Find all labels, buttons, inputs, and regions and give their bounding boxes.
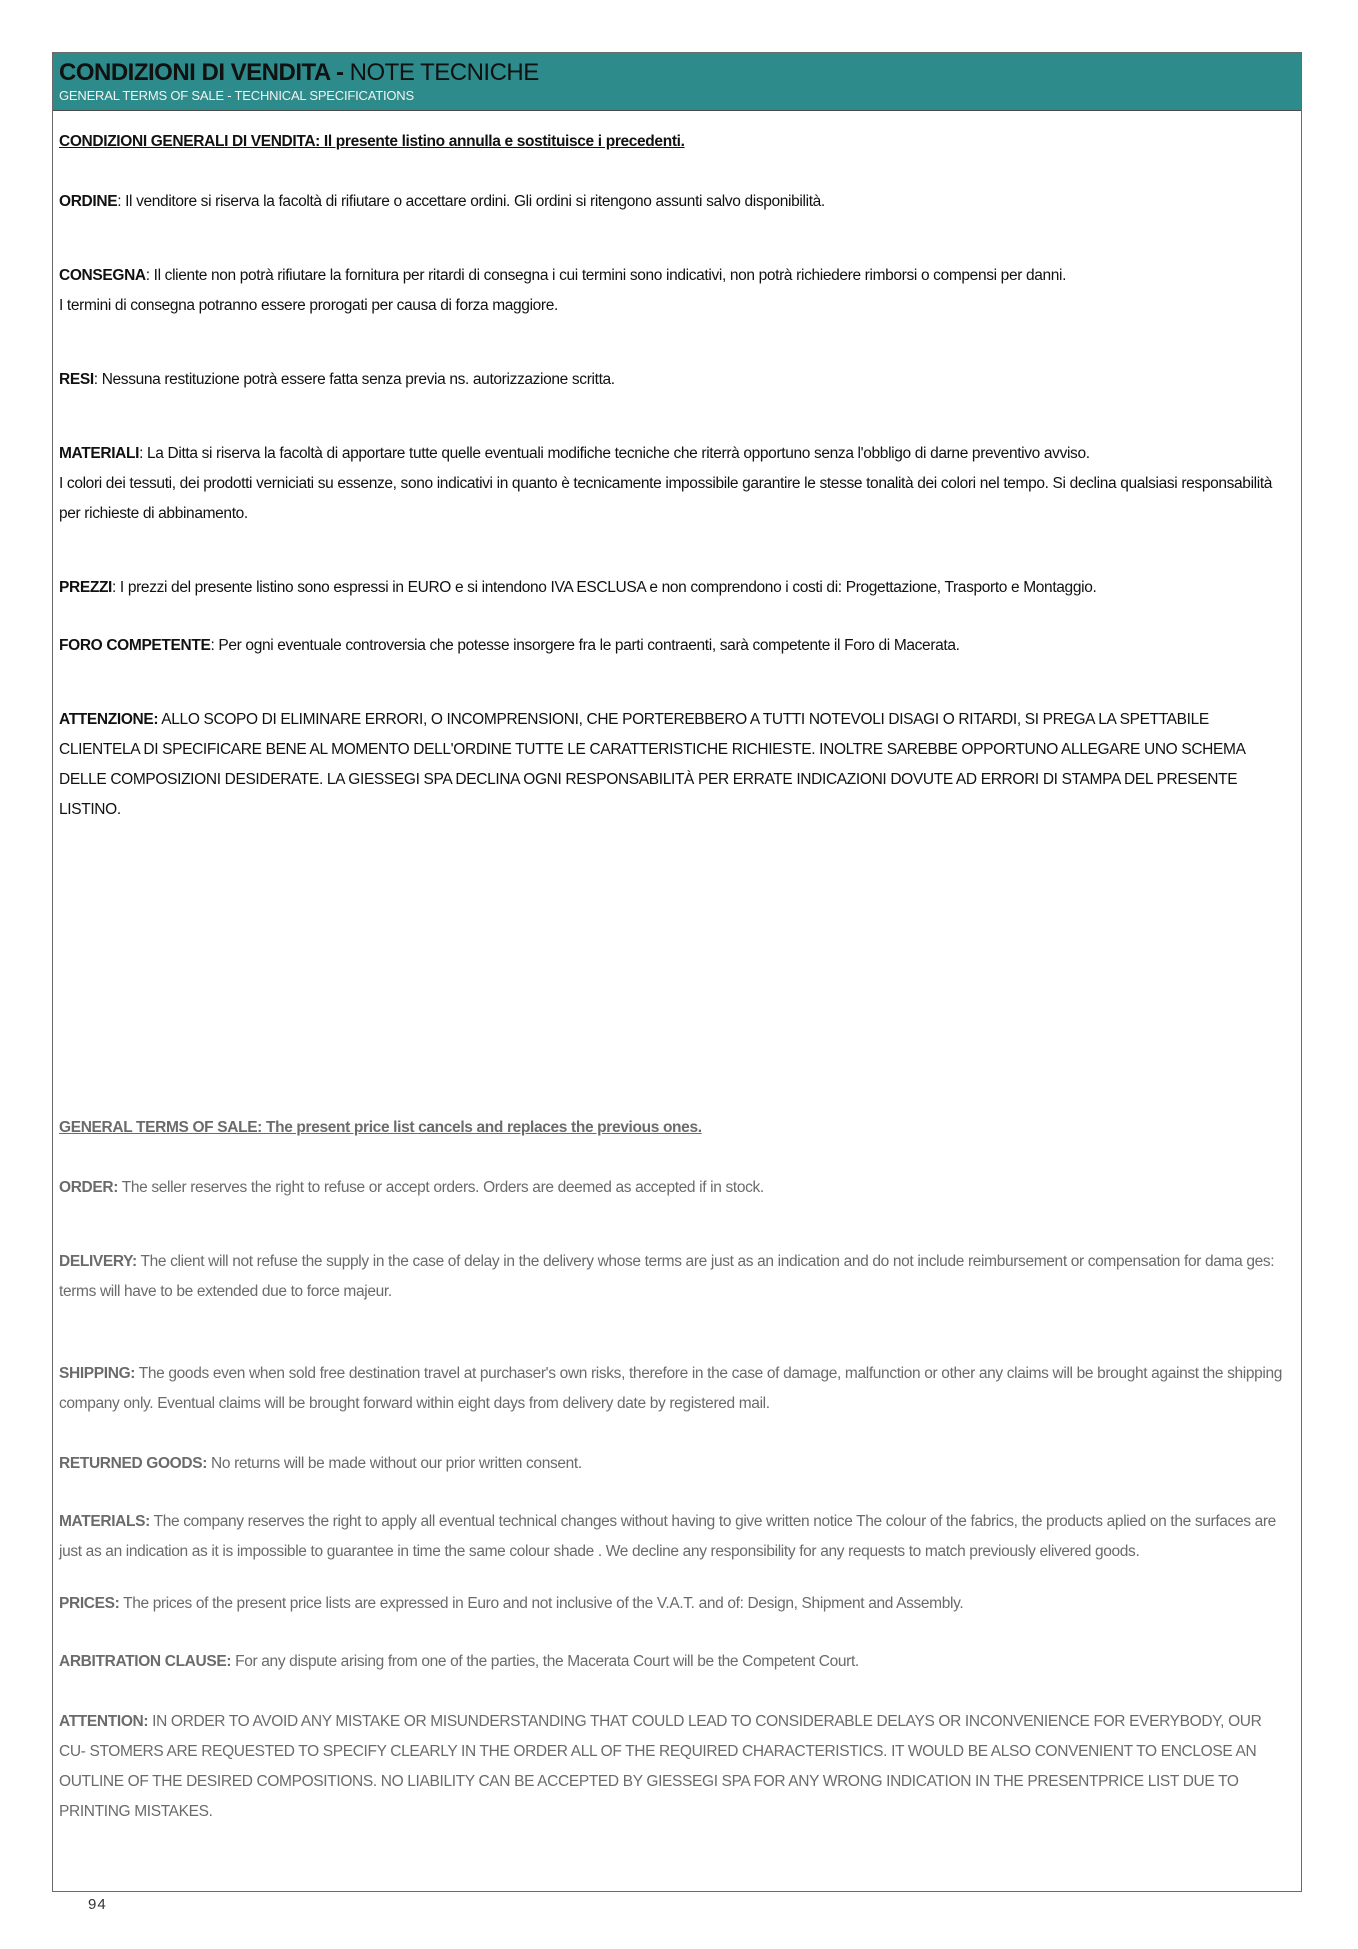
clause-materiali-label: MATERIALI: [59, 445, 140, 462]
clause-foro-label: FORO COMPETENTE: [59, 637, 211, 654]
clause-resi: [59, 365, 1289, 395]
english-terms-title: GENERAL TERMS OF SALE: The present price list cancels and replaces the previous ones.: [59, 1119, 702, 1136]
clause-ordine-text: : Il venditore si riserva la facoltà di rifiutare o accettare ordini. Gli ordini si ritengono assunti salvo disponibilità.: [117, 193, 825, 210]
clause-materiali-text: : La Ditta si riserva la facoltà di apportare tutte quelle eventuali modifiche tecniche che riterrà opportuno senza l'obbligo di darne preventivo avviso.: [139, 445, 1090, 462]
clause-attenzione: [59, 705, 1289, 825]
clause-prezzi: [59, 573, 1289, 603]
clause-attention: [59, 1707, 1289, 1827]
clause-returned-goods: [59, 1449, 1289, 1479]
clause-consegna-label: CONSEGNA: [59, 267, 146, 284]
clause-attention-text: IN ORDER TO AVOID ANY MISTAKE OR MISUNDERSTANDING THAT COULD LEAD TO CONSIDERABLE DELAYS OR INCONVENIENCE FOR EVERYBODY, OUR CU- STOMERS ARE REQUESTED TO SPECIFY CLEARLY IN THE ORDER ALL OF THE REQUIRED CHARACTERISTICS. IT WOULD BE ALSO CONVENIENT TO ENCLOSE AN OUTLINE OF THE DESIRED COMPOSITIONS. NO LIABILITY CAN BE ACCEPTED BY GIESSEGI SPA FOR ANY WRONG INDICATION IN THE PRESENTPRICE LIST DUE TO PRINTING MISTAKES.: [59, 1713, 1262, 1820]
clause-delivery-label: DELIVERY:: [59, 1253, 137, 1270]
italian-terms-title: CONDIZIONI GENERALI DI VENDITA: Il presente listino annulla e sostituisce i precedenti.: [59, 133, 685, 150]
clause-prices-label: PRICES:: [59, 1595, 120, 1612]
clause-resi-label: RESI: [59, 371, 94, 388]
page-title: [59, 59, 539, 87]
page-title-bold: CONDIZIONI DI VENDITA -: [59, 59, 344, 86]
italian-terms: [59, 127, 1289, 825]
clause-prices-text: The prices of the present price lists are expressed in Euro and not inclusive of the V.A.T. and of: Design, Shipment and Assembly.: [119, 1595, 964, 1612]
page-frame: [52, 52, 1302, 1892]
clause-arbitration-label: ARBITRATION CLAUSE:: [59, 1653, 232, 1670]
clause-arbitration-text: For any dispute arising from one of the parties, the Macerata Court will be the Competent Court.: [231, 1653, 859, 1670]
clause-arbitration: [59, 1647, 1289, 1677]
clause-shipping-label: SHIPPING:: [59, 1365, 136, 1382]
clause-ordine-label: ORDINE: [59, 193, 118, 210]
clause-foro-text: : Per ogni eventuale controversia che potesse insorgere fra le parti contraenti, sarà competente il Foro di Macerata.: [210, 637, 960, 654]
clause-prezzi-label: PREZZI: [59, 579, 113, 596]
clause-consegna-text: : Il cliente non potrà rifiutare la fornitura per ritardi di consegna i cui termini sono indicativi, non potrà richiedere rimborsi o compensi per danni.: [145, 267, 1067, 284]
clause-attenzione-label: ATTENZIONE:: [59, 711, 159, 728]
section-header: [53, 53, 1301, 111]
page-subtitle: GENERAL TERMS OF SALE - TECHNICAL SPECIFICATIONS: [59, 88, 414, 103]
clause-attenzione-text: ALLO SCOPO DI ELIMINARE ERRORI, O INCOMPRENSIONI, CHE PORTEREBBERO A TUTTI NOTEVOLI DISAGI O RITARDI, SI PREGA LA SPETTABILE CLIENTELA DI SPECIFICARE BENE AL MOMENTO DELL'ORDINE TUTTE LE CARATTERISTICHE RICHIESTE. INOLTRE SAREBBE OPPORTUNO ALLEGARE UNO SCHEMA DELLE COMPOSIZIONI DESIDERATE. LA GIESSEGI SPA DECLINA OGNI RESPONSABILITÀ PER ERRATE INDICAZIONI DOVUTE AD ERRORI DI STAMPA DEL PRESENTE LISTINO.: [59, 711, 1245, 818]
clause-materials: [59, 1507, 1289, 1567]
clause-materials-label: MATERIALS:: [59, 1513, 150, 1530]
clause-foro: [59, 631, 1289, 661]
clause-materiali: [59, 439, 1289, 529]
clause-shipping: [59, 1359, 1289, 1419]
clause-returned-goods-text: No returns will be made without our prior written consent.: [207, 1455, 582, 1472]
clause-materiali-text2: I colori dei tessuti, dei prodotti verniciati su essenze, sono indicativi in quanto è tecnicamente impossibile garantire le stesse tonalità dei colori nel tempo. Si declina qualsiasi responsabilità per richieste di abbinamento.: [59, 475, 1273, 522]
clause-resi-text: : Nessuna restituzione potrà essere fatta senza previa ns. autorizzazione scritta.: [93, 371, 615, 388]
clause-attention-label: ATTENTION:: [59, 1713, 149, 1730]
clause-returned-goods-label: RETURNED GOODS:: [59, 1455, 208, 1472]
clause-consegna-text2: I termini di consegna potranno essere prorogati per causa di forza maggiore.: [59, 297, 558, 314]
english-terms: [59, 1113, 1289, 1827]
clause-materials-text: The company reserves the right to apply all eventual technical changes without having to give written notice The colour of the fabrics, the products aplied on the surfaces are just as an indication as it is impossible to guarantee in time the same colour shade . We decline any responsibility for any requests to match previously elivered goods.: [59, 1513, 1276, 1560]
clause-order-label: ORDER:: [59, 1179, 119, 1196]
page-title-light: NOTE TECNICHE: [343, 59, 539, 86]
clause-delivery: [59, 1247, 1289, 1307]
clause-delivery-text: The client will not refuse the supply in the case of delay in the delivery whose terms are just as an indication and do not include reimbursement or compensation for dama ges: terms will have to be extended due to force majeur.: [59, 1253, 1275, 1300]
clause-ordine: [59, 187, 1289, 217]
clause-consegna: [59, 261, 1289, 321]
page-number: 94: [88, 1896, 107, 1913]
clause-order-text: The seller reserves the right to refuse or accept orders. Orders are deemed as accepted if in stock.: [118, 1179, 764, 1196]
clause-prezzi-text: : I prezzi del presente listino sono espressi in EURO e si intendono IVA ESCLUSA e non comprendono i costi di: Progettazione, Trasporto e Montaggio.: [112, 579, 1097, 596]
clause-shipping-text: The goods even when sold free destination travel at purchaser's own risks, therefore in the case of damage, malfunction or other any claims will be brought against the shipping company only. Eventual claims will be brought forward within eight days from delivery date by registered mail.: [59, 1365, 1283, 1412]
clause-order: [59, 1173, 1289, 1203]
clause-prices: [59, 1589, 1289, 1619]
